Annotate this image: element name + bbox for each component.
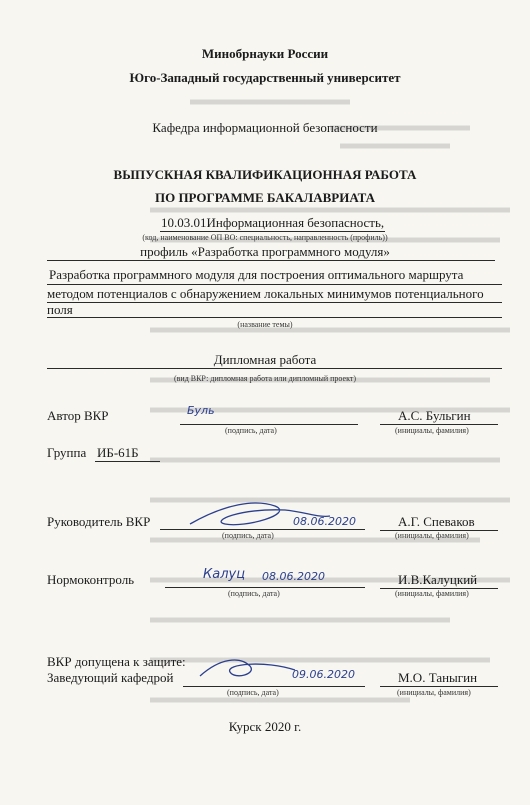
author-name: А.С. Бульгин [398, 408, 471, 423]
topic-underline1 [47, 284, 502, 285]
normcontrol-name-caption: (инициалы, фамилия) [395, 589, 469, 598]
author-name-underline [380, 424, 498, 425]
university-name: Юго-Западный государственный университет [129, 70, 401, 85]
head-name: М.О. Таныгин [398, 670, 478, 685]
normcontrol-label: Нормоконтроль [47, 572, 135, 587]
head-name-caption: (инициалы, фамилия) [397, 688, 471, 697]
normcontrol-handwritten-signature: Калуц [203, 567, 246, 582]
topic-line3: поля [47, 302, 73, 317]
author-label: Автор ВКР [47, 408, 109, 423]
work-kind-underline [47, 368, 502, 369]
group-underline [95, 461, 160, 462]
topic-caption: (название темы) [237, 320, 293, 329]
supervisor-name-caption: (инициалы, фамилия) [395, 531, 469, 540]
work-kind: Дипломная работа [213, 352, 317, 367]
supervisor-label: Руководитель ВКР [47, 514, 151, 529]
topic-line1: Разработка программного модуля для построения оптимального маршрута [49, 267, 464, 282]
normcontrol-date-handwritten: 08.06.2020 [262, 570, 325, 583]
specialty-value: 10.03.01Информационная безопасность, [161, 215, 385, 230]
specialty-underline [160, 231, 385, 232]
supervisor-name: А.Г. Спеваков [398, 514, 475, 529]
work-kind-caption: (вид ВКР: дипломная работа или дипломный проект) [173, 374, 357, 383]
profile-value: профиль «Разработка программного модуля» [140, 244, 390, 259]
author-signature-caption: (подпись, дата) [225, 426, 277, 435]
work-title-line2: ПО ПРОГРАММЕ БАКАЛАВРИАТА [154, 190, 376, 205]
head-signature-caption: (подпись, дата) [227, 688, 279, 697]
group-label: Группа [47, 445, 87, 460]
topic-line2: методом потенциалов с обнаружением локальных минимумов потенциального [47, 286, 484, 301]
admission-label: ВКР допущена к защите: [47, 654, 186, 669]
topic-underline3 [47, 317, 502, 318]
topic-underline2 [47, 302, 502, 303]
profile-underline [47, 260, 495, 261]
supervisor-signature-caption: (подпись, дата) [222, 531, 274, 540]
head-signature-line [183, 686, 365, 687]
group-value: ИБ-61Б [97, 445, 139, 460]
department-name: Кафедра информационной безопасности [152, 120, 378, 135]
normcontrol-name: И.В.Калуцкий [398, 572, 478, 587]
work-title-line1: ВЫПУСКНАЯ КВАЛИФИКАЦИОННАЯ РАБОТА [113, 167, 417, 182]
author-name-caption: (инициалы, фамилия) [395, 426, 469, 435]
author-handwritten-signature: Буль [187, 404, 215, 417]
normcontrol-signature-caption: (подпись, дата) [228, 589, 280, 598]
head-name-underline [380, 686, 498, 687]
place-and-year: Курск 2020 г. [228, 719, 302, 734]
head-of-department-label: Заведующий кафедрой [47, 670, 174, 685]
head-signature [195, 652, 305, 686]
supervisor-date-handwritten: 08.06.2020 [293, 515, 356, 528]
normcontrol-signature-line [165, 587, 365, 588]
author-signature-line [180, 424, 358, 425]
specialty-caption: (код, наименование ОП ВО: специальность, направленность (профиль)) [142, 233, 388, 242]
supervisor-signature-line [160, 529, 365, 530]
head-date-handwritten: 09.06.2020 [292, 668, 355, 681]
supervisor-signature [185, 494, 335, 534]
ministry-name: Минобрнауки России [201, 46, 329, 61]
